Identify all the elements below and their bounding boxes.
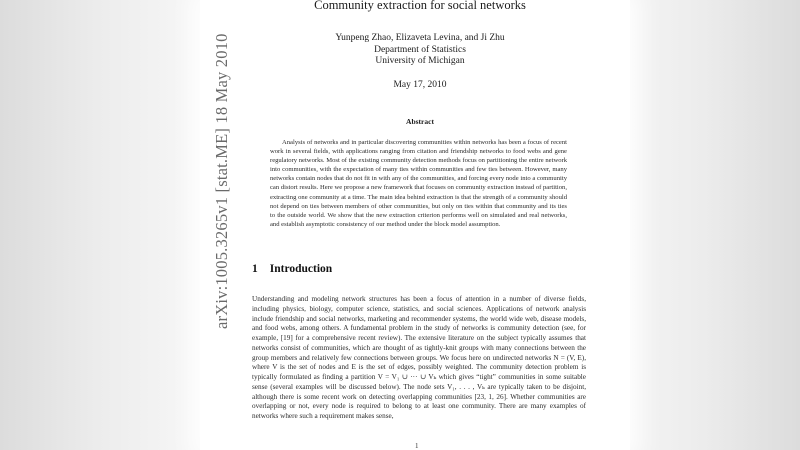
authors: Yunpeng Zhao, Elizaveta Levina, and Ji Zhu — [335, 33, 505, 43]
abstract-heading: Abstract — [406, 117, 434, 126]
paper-title: Community extraction for social networks — [314, 0, 526, 12]
section-number: 1 — [252, 263, 258, 275]
abstract-text: Analysis of networks and in particular discovering communities within networks has been a focus of recent work in several fields, with applications ranging from citation and friendship networks to food webs and gene regulatory networks. Most of the existing community detection methods focus on partitioning the entire network into communities, with the expectation of many ties within communities and few ties between. However, many networks contain nodes that do not fit in with any of the communities, and forcing every node into a community can distort results. Here we propose a new framework that focuses on community extraction instead of partition, extracting one community at a time. The main idea behind extraction is that the strength of a community should not depend on ties between members of other communities, but only on ties within that community and its ties to the outside world. We show that the new extraction criterion performs well on simulated and real networks, and establish asymptotic consistency of our method under the block model assumption. — [270, 139, 567, 228]
section-heading — [252, 263, 332, 275]
university: University of Michigan — [375, 56, 465, 66]
arxiv-identifier: arXiv:1005.3265v1 [stat.ME] 18 May 2010 — [212, 33, 231, 329]
author-block — [240, 33, 600, 68]
date: May 17, 2010 — [393, 80, 447, 90]
section-title: Introduction — [269, 263, 333, 275]
page-number: 1 — [415, 442, 419, 450]
intro-paragraph: Understanding and modeling network structures has been a focus of attention in a number of diverse fields, including physics, biology, computer science, statistics, and social sciences. Applications of network analysis include friendship and social networks, marketing and recommender systems, the world wide web, disease models, and food webs, among others. A fundamental problem in the study of networks is community detection (see, for example, [19] for a comprehensive recent review). The extensive literature on the subject typically assumes that networks consist of communities, which are thought of as tightly-knit groups with many connections between the group members and relatively few connections between groups. We focus here on undirected networks N = (V, E), where V is the set of nodes and E is the set of edges, possibly weighted. The community detection problem is typically formulated as finding a partition V = V₁ ∪ ··· ∪ Vₖ which gives “tight” communities in some suitable sense (several examples will be discussed below). The node sets V₁, . . . , Vₖ are typically taken to be disjoint, although there is some recent work on detecting overlapping communities [23, 1, 26]. Whether communities are overlapping or not, every node is required to belong to at least one community. There are many examples of networks where such a requirement makes sense, — [252, 295, 586, 420]
department: Department of Statistics — [374, 44, 466, 55]
